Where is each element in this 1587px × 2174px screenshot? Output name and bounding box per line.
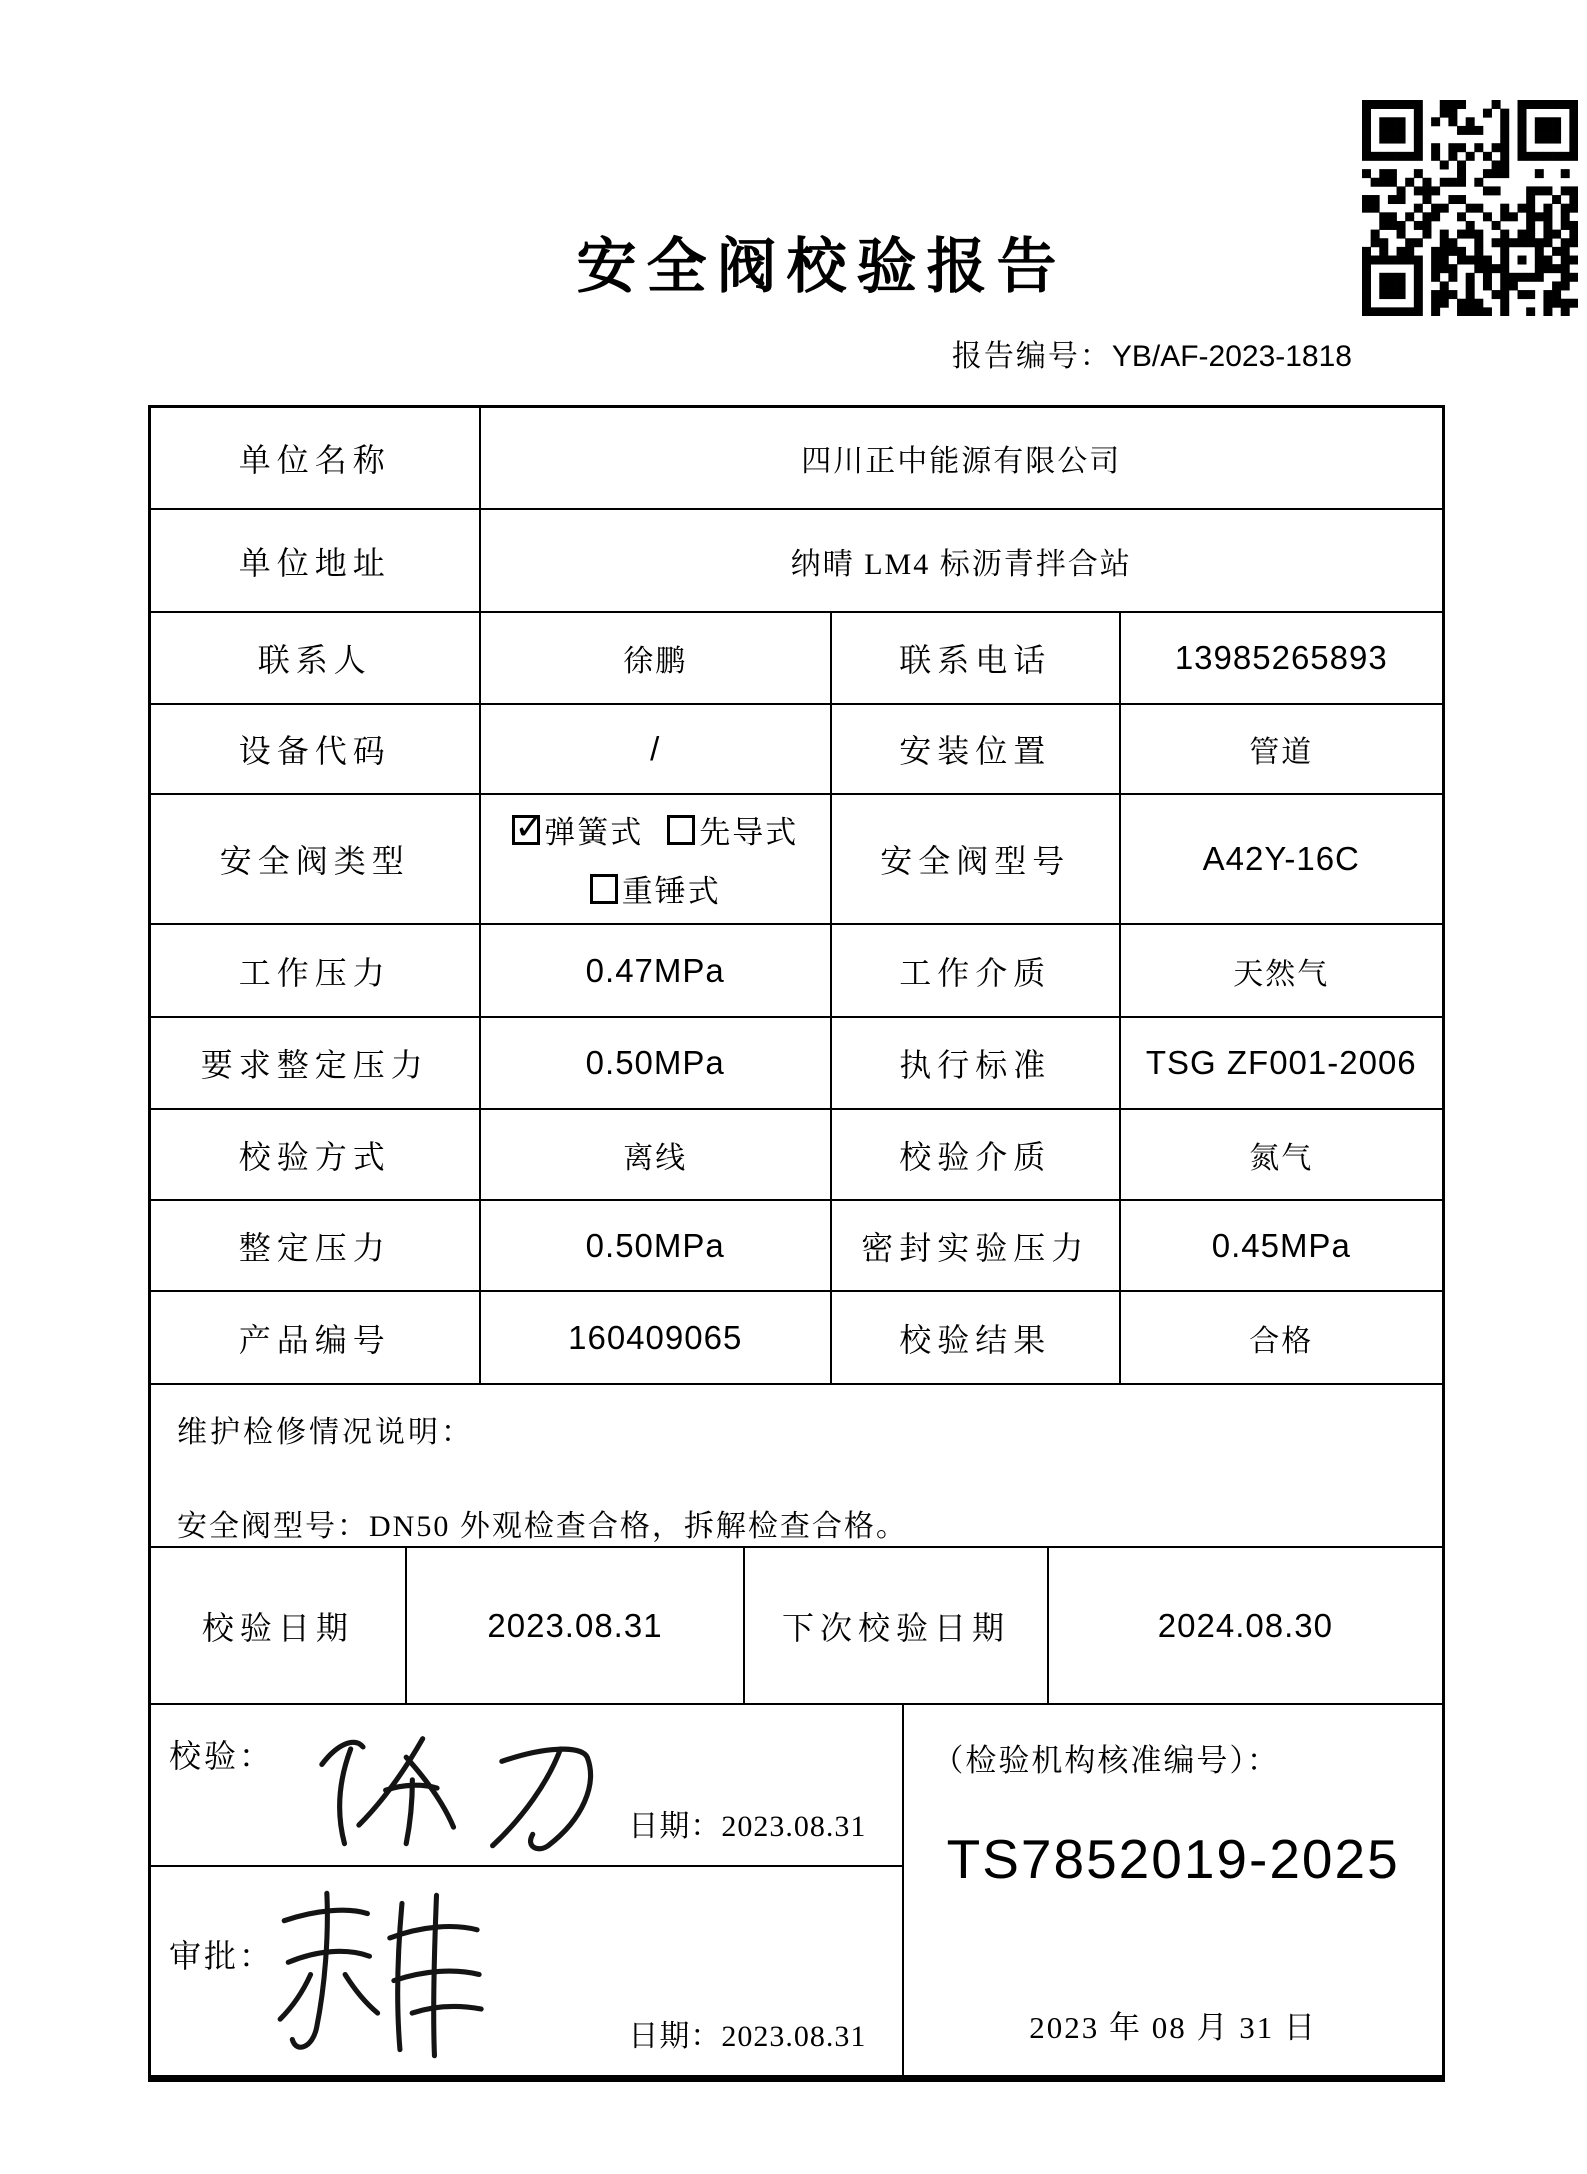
table-row	[151, 1290, 1442, 1383]
contact-phone-value: 13985265893	[1119, 613, 1442, 703]
unit-address-label: 单位地址	[238, 544, 391, 581]
working-pressure-value: 0.47MPa	[479, 925, 830, 1016]
required-set-pressure-label: 要求整定压力	[200, 1047, 429, 1083]
signoff-section	[151, 1703, 1442, 2075]
calibration-method-value: 离线	[479, 1110, 830, 1199]
contact-person-value: 徐鹏	[479, 613, 830, 703]
qr-code-icon	[1362, 100, 1578, 316]
check-icon: ✓	[514, 805, 547, 847]
unit-address-value: 纳晴 LM4 标沥青拌合站	[479, 510, 1442, 611]
contact-phone-label: 联系电话	[830, 613, 1119, 703]
table-row	[151, 408, 1442, 508]
working-medium-value: 天然气	[1119, 925, 1442, 1016]
approver-cell	[151, 1865, 902, 2075]
report-number-line	[0, 331, 1352, 375]
calibration-date-value: 2023.08.31	[405, 1548, 743, 1703]
calibrator-date: 日期：2023.08.31	[628, 1810, 867, 1843]
valve-type-options	[479, 795, 830, 923]
checkbox-unchecked-icon	[590, 874, 618, 904]
agency-cell	[902, 1705, 1442, 2075]
maintenance-title: 维护检修情况说明：	[177, 1416, 474, 1449]
table-row	[151, 923, 1442, 1016]
approver-label: 审批：	[169, 1938, 275, 1974]
calibration-medium-value: 氮气	[1119, 1110, 1442, 1199]
report-table	[148, 405, 1445, 2082]
approver-signature	[243, 1875, 498, 2073]
checkbox-weight-type	[590, 866, 721, 911]
working-pressure-label: 工作压力	[238, 954, 391, 991]
calibration-medium-label: 校验介质	[830, 1110, 1119, 1199]
contact-person-label: 联系人	[257, 642, 372, 678]
calibration-date-label: 校验日期	[201, 1609, 354, 1646]
checkbox-pilot-type	[667, 807, 798, 852]
install-position-value: 管道	[1119, 705, 1442, 793]
checkbox-label: 先导式	[699, 815, 799, 850]
install-position-label: 安装位置	[830, 705, 1119, 793]
calibration-result-value: 合格	[1119, 1292, 1442, 1383]
calibrator-cell	[151, 1705, 902, 1865]
product-number-label: 产品编号	[238, 1321, 391, 1358]
calibrator-signature	[291, 1711, 651, 1859]
unit-name-value: 四川正中能源有限公司	[479, 408, 1442, 508]
report-number-label: 报告编号：	[951, 340, 1112, 373]
valve-type-label: 安全阀类型	[219, 843, 410, 879]
maintenance-section	[151, 1383, 1442, 1546]
unit-name-label: 单位名称	[238, 442, 391, 478]
calibrator-label: 校验：	[169, 1738, 275, 1774]
standard-label: 执行标准	[830, 1018, 1119, 1108]
table-row	[151, 1199, 1442, 1290]
calibration-method-label: 校验方式	[238, 1138, 391, 1175]
agency-approval-number: TS7852019-2025	[946, 1828, 1400, 1890]
table-row	[151, 1108, 1442, 1199]
next-calibration-date-value: 2024.08.30	[1047, 1548, 1442, 1703]
valve-model-value: A42Y-16C	[1119, 795, 1442, 923]
seal-test-pressure-value: 0.45MPa	[1119, 1201, 1442, 1290]
valve-model-label: 安全阀型号	[830, 795, 1119, 923]
report-number: YB/AF-2023-1818	[1111, 340, 1352, 373]
approver-date: 日期：2023.08.31	[628, 2020, 867, 2053]
product-number-value: 160409065	[479, 1292, 830, 1383]
checkbox-checked-icon	[512, 805, 547, 847]
signature-column	[151, 1705, 902, 2075]
agency-date: 2023 年 08 月 31 日	[1029, 2010, 1318, 2045]
agency-approval-label: （检验机构核准编号）：	[932, 1743, 1280, 1778]
calibration-result-label: 校验结果	[830, 1292, 1119, 1383]
table-row	[151, 703, 1442, 793]
set-pressure-value: 0.50MPa	[479, 1201, 830, 1290]
checkbox-label: 重锤式	[621, 874, 721, 909]
table-row	[151, 611, 1442, 703]
checkbox-line	[512, 807, 798, 852]
equipment-code-value: /	[479, 705, 830, 793]
table-row	[151, 1546, 1442, 1703]
standard-value: TSG ZF001-2006	[1119, 1018, 1442, 1108]
checkbox-line	[590, 866, 721, 911]
maintenance-note: 安全阀型号：DN50 外观检查合格，拆解检查合格。	[177, 1510, 908, 1543]
working-medium-label: 工作介质	[830, 925, 1119, 1016]
seal-test-pressure-label: 密封实验压力	[830, 1201, 1119, 1290]
set-pressure-label: 整定压力	[238, 1229, 391, 1266]
checkbox-label: 弹簧式	[544, 815, 644, 850]
table-row	[151, 793, 1442, 923]
table-row	[151, 1016, 1442, 1108]
required-set-pressure-value: 0.50MPa	[479, 1018, 830, 1108]
checkbox-unchecked-icon	[667, 815, 695, 845]
next-calibration-date-label: 下次校验日期	[743, 1548, 1047, 1703]
page-title: 安全阀校验报告	[576, 234, 1067, 300]
equipment-code-label: 设备代码	[238, 733, 391, 769]
table-row	[151, 508, 1442, 611]
checkbox-spring-type	[512, 807, 643, 852]
